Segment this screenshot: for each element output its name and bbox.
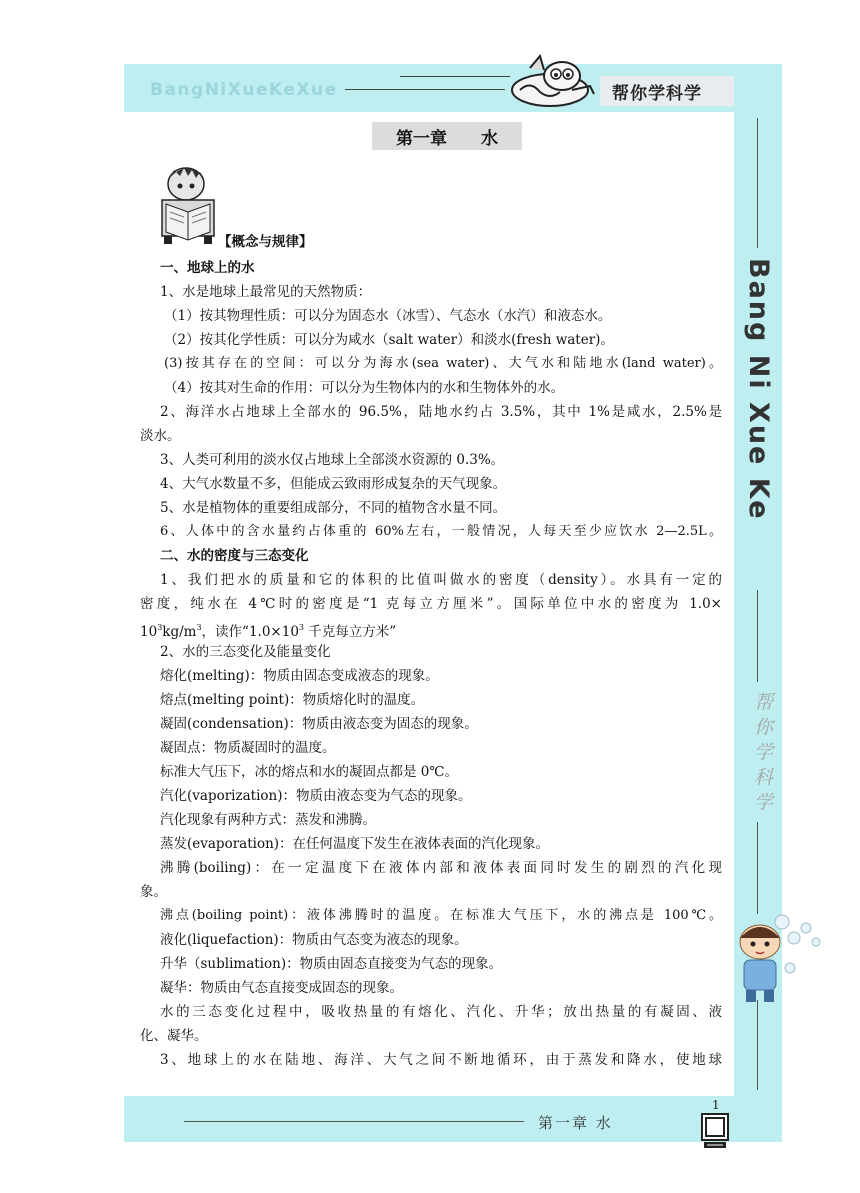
density-part: 10 — [140, 624, 158, 640]
paragraph-line: 2、海洋水占地球上全部水的 96.5%，陆地水约占 3.5%，其中 1%是咸水，2.5%是 — [160, 404, 722, 420]
paragraph-line: 化、凝华。 — [140, 1028, 208, 1044]
paragraph-line: 6、人体中的含水量约占体重的 60%左右，一般情况，人每天至少应饮水 2—2.5L。 — [160, 524, 722, 539]
paragraph-line: 密度，纯水在 4℃时的密度是“1 克每立方厘米”。国际单位中水的密度为 1.0× — [140, 596, 722, 612]
footer-chapter-text: 第一章 水 — [538, 1114, 613, 1132]
footer-band — [124, 1096, 782, 1142]
page-number: 1 — [712, 1098, 720, 1112]
monitor-icon — [700, 1112, 730, 1152]
paragraph-line: 象。 — [140, 884, 167, 900]
superscript: 3 — [157, 623, 163, 632]
paragraph-line: (3)按其存在的空间：可以分为海水(sea water)、大气水和陆地水(land water)。 — [164, 356, 722, 371]
paragraph-line: 沸点(boiling point)：液体沸腾时的温度。在标准大气压下，水的沸点是 100℃。 — [160, 908, 722, 923]
paragraph-line: 淡水。 — [140, 428, 181, 444]
side-rule-lower — [757, 822, 758, 914]
paragraph-line: 汽化(vaporization)：物质由液态变为气态的现象。 — [160, 788, 472, 804]
paragraph-line: 蒸发(evaporation)：在任何温度下发生在液体表面的汽化现象。 — [160, 836, 550, 852]
paragraph-line: 2、水的三态变化及能量变化 — [160, 644, 331, 660]
side-chinese-text: 帮你学科学 — [751, 692, 773, 817]
heading-2: 二、水的密度与三态变化 — [160, 548, 309, 564]
child-bubbles-icon — [720, 908, 830, 1008]
paragraph-line: 3、地球上的水在陆地、海洋、大气之间不断地循环，由于蒸发和降水，使地球 — [160, 1052, 722, 1068]
paragraph-line: 熔化(melting)：物质由固态变成液态的现象。 — [160, 668, 439, 684]
paragraph-line: 升华（sublimation)：物质由固态直接变为气态的现象。 — [160, 956, 503, 972]
heading-1: 一、地球上的水 — [160, 260, 255, 276]
paragraph-line: 1、水是地球上最常见的天然物质： — [160, 284, 372, 300]
header-rule — [345, 89, 505, 90]
paragraph-line: 水的三态变化过程中，吸收热量的有熔化、汽化、升华；放出热量的有凝固、液 — [160, 1004, 722, 1020]
density-part: 千克每立方米” — [304, 624, 397, 640]
density-part: ，读作“1.0×10 — [201, 624, 299, 640]
side-rule-middle — [757, 590, 758, 682]
paragraph-line: 沸腾(boiling)：在一定温度下在液体内部和液体表面同时发生的剧烈的汽化现 — [160, 860, 722, 876]
paragraph-line: 5、水是植物体的重要组成部分，不同的植物含水量不同。 — [160, 500, 507, 516]
paragraph-line: 1、我们把水的质量和它的体积的比值叫做水的密度（density）。水具有一定的 — [160, 572, 722, 588]
header-rule-upper — [400, 76, 510, 77]
side-rule-bottom — [757, 1000, 758, 1090]
paragraph-line: 4、大气水数量不多，但能成云致雨形成复杂的天气现象。 — [160, 476, 507, 492]
paragraph-line: 3、人类可利用的淡水仅占地球上全部淡水资源的 0.3%。 — [160, 452, 505, 468]
header-right-text: 帮你学科学 — [612, 84, 702, 104]
paragraph-line: 标准大气压下，冰的熔点和水的凝固点都是 0℃。 — [160, 764, 458, 780]
page-title: 第一章 水 — [396, 129, 498, 149]
section-label: 【概念与规律】 — [218, 234, 313, 250]
paragraph-line: 凝固(condensation)：物质由液态变为固态的现象。 — [160, 716, 478, 732]
density-part: kg/m — [162, 624, 197, 640]
density-line — [140, 618, 396, 642]
header-left-text: BangNiXueKeXue — [150, 80, 338, 100]
paragraph-line: 熔点(melting point)：物质熔化时的温度。 — [160, 692, 425, 708]
paragraph-line: 汽化现象有两种方式：蒸发和沸腾。 — [160, 812, 376, 828]
garfield-mascot-icon — [500, 50, 600, 110]
footer-rule — [184, 1121, 524, 1122]
side-latin-text: Bang Ni Xue Ke — [743, 258, 774, 521]
superscript: 3 — [196, 623, 202, 632]
paragraph-line: （4）按其对生命的作用：可以分为生物体内的水和生物体外的水。 — [164, 380, 565, 396]
paragraph-line: （1）按其物理性质：可以分为固态水（冰雪）、气态水（水汽）和液态水。 — [164, 308, 612, 324]
paragraph-line: （2）按其化学性质：可以分为咸水（salt water）和淡水(fresh water)。 — [164, 332, 614, 348]
paragraph-line: 液化(liquefaction)：物质由气态变为液态的现象。 — [160, 932, 468, 948]
paragraph-line: 凝华：物质由气态直接变成固态的现象。 — [160, 980, 403, 996]
reading-child-icon — [156, 160, 220, 246]
superscript: 3 — [298, 623, 305, 632]
paragraph-line: 凝固点：物质凝固时的温度。 — [160, 740, 336, 756]
side-rule-top — [757, 118, 758, 248]
